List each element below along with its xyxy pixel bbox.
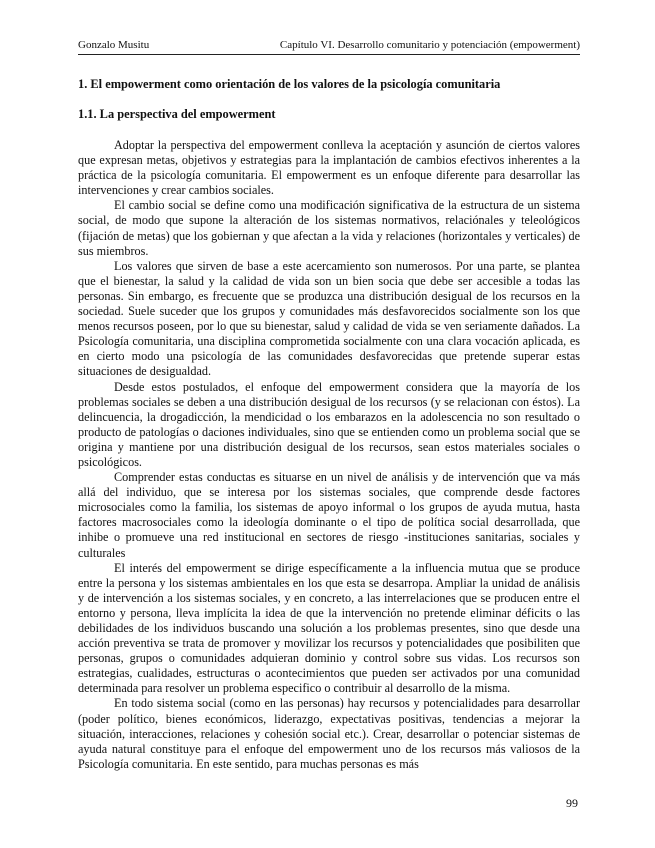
paragraph-2: El cambio social se define como una modificación significativa de la estructura de un sistema social, de modo que supone la alteración de los sistemas normativos, relaciónales y teleológicos (fijación de metas) que los gobiernan y que afectan a la vida y relaciones (horizontales y verticales) de sus miembros. xyxy=(78,198,580,258)
paragraph-6: El interés del empowerment se dirige específicamente a la influencia mutua que se produce entre la persona y los sistemas ambientales en los que esta se desarropa. Ampliar la unidad de análisis y de intervención a los sistemas sociales, y en concreto, a las interrelaciones que se producen entre el entorno y persona, lleva implícita la idea de que la intervención no pretende eliminar déficits o las debilidades de los individuos buscando una solución a los problemas presentes, sino que desde una acción preventiva se trata de promover y movilizar los recursos y potencialidades que posibiliten que personas, grupos o comunidades adquieran dominio y control sobre sus vidas. Los recursos son estrategias, cualidades, estructuras o acontecimientos que pueden ser activados por una comunidad determinada para resolver un problema especifico o contribuir al desarrollo de la misma. xyxy=(78,560,580,696)
paragraph-5: Comprender estas conductas es situarse en un nivel de análisis y de intervención que va más allá del individuo, que se interesa por los sistemas sociales, que comprende desde factores microsociales como la familia, los sistemas de apoyo informal o los grupos de ayuda mutua, hasta factores macrosociales como la ideología dominante o el tipo de política social desarrollada, que inhibe o promueve una red institucional en sectores de riesgo -instituciones sanitarias, sociales y culturales xyxy=(78,470,580,560)
section-heading: 1. El empowerment como orientación de los valores de la psicología comunitaria xyxy=(78,77,501,91)
page-content xyxy=(78,77,580,772)
subsection-heading: 1.1. La perspectiva del empowerment xyxy=(78,107,276,121)
header-chapter-title: Capítulo VI. Desarrollo comunitario y potenciación (empowerment) xyxy=(279,39,580,51)
paragraph-1: Adoptar la perspectiva del empowerment conlleva la aceptación y asunción de ciertos valores que expresan metas, objetivos y estrategias para la implantación de cambios efectivos inherentes a la práctica de la psicología comunitaria. El empowerment es un enfoque diferente para desarrollar las intervenciones y crear cambios sociales. xyxy=(78,138,580,198)
paragraph-7: En todo sistema social (como en las personas) hay recursos y potencialidades para desarrollar (poder político, bienes económicos, liderazgo, expectativas positivas, tendencias a mejorar la situación, interacciones, relaciones y cohesión social etc.). Crear, desarrollar o potenciar sistemas de ayuda natural constituye para el enfoque del empowerment uno de los recursos más valiosos de la Psicología comunitaria. En este sentido, para muchas personas es más xyxy=(78,696,580,771)
paragraph-4: Desde estos postulados, el enfoque del empowerment considera que la mayoría de los problemas sociales se deben a una distribución desigual de los recursos (y se relacionan con éstos). La delincuencia, la drogadicción, la mendicidad o los embarazos en la adolescencia no son resultado o producto de patologías o daciones individuales, sino que se entienden como un problema social que se origina y mantiene por una distribución desigual de los recursos, sean estos materiales sociales o psicológicos. xyxy=(78,379,580,469)
paragraph-3: Los valores que sirven de base a este acercamiento son numerosos. Por una parte, se plantea que el bienestar, la salud y la calidad de vida son un bien socia que debe ser accesible a todas las personas. Sin embargo, es frecuente que se produzca una distribución desigual de los recursos en la sociedad. Suele suceder que los grupos y comunidades más desfavorecidos socialmente son los que menos recursos poseen, por lo que su bienestar, salud y calidad de vida se ven seriamente dañados. La Psicología comunitaria, una disciplina comprometida socialmente con una clara vocación aplicada, es en cierto modo una psicología de las comunidades desfavorecidas que pretende superar estas situaciones de desigualdad. xyxy=(78,258,580,379)
running-header xyxy=(78,39,580,55)
header-author: Gonzalo Musitu xyxy=(78,39,150,51)
page-number: 99 xyxy=(566,796,578,810)
